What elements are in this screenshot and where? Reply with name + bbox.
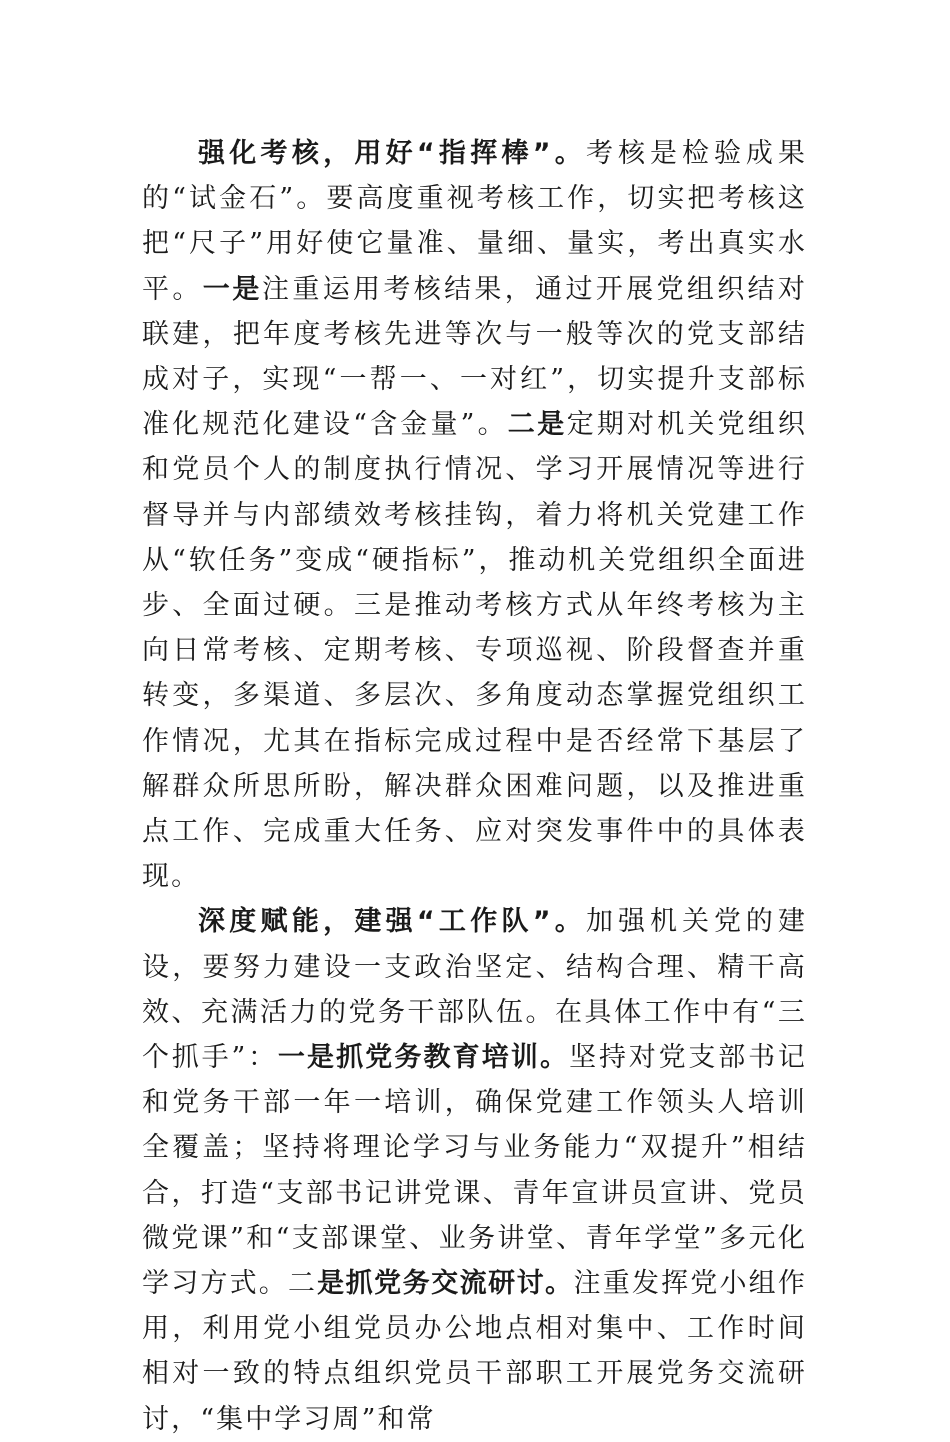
body-text: 注重运用考核结果，通过开展党组织结对联建，把年度考核先进等次与一般等次的党支部结成对子，实现“一帮一、一对红”，切实提升支部标准化规范化建设“含金量”。 [142, 273, 807, 441]
point-label-training: 一是抓党务教育培训。 [277, 1042, 570, 1074]
heading-strengthen-assessment: 强化考核，用好“指挥棒”。 [198, 138, 587, 169]
body-text: 加强机关党的建设，要努力建设一支政治坚定、结构合理、精干高效、充满活力的党务干部队伍。在具体工作中有“三个抓手”： [142, 906, 807, 1074]
point-label-second: 二是 [507, 409, 567, 441]
document-page [142, 131, 807, 1442]
paragraph-assessment [142, 131, 807, 899]
body-text: 注重发挥党小组作用，利用党小组党员办公地点相对集中、工作时间相对一致的特点组织党员干部职工开展党务交流研讨，“集中学习周”和常 [142, 1268, 807, 1435]
point-label-exchange: 是抓党务交流研讨。 [317, 1268, 574, 1300]
point-label-first: 一是 [202, 273, 262, 305]
heading-deep-empowerment: 深度赋能，建强“工作队”。 [198, 906, 587, 938]
body-text: 考核是检验成果的“试金石”。要高度重视考核工作，切实把考核这把“尺子”用好使它量准、量细、量实，考出真实水平。 [142, 138, 807, 305]
body-text: 坚持对党支部书记和党务干部一年一培训，确保党建工作领头人培训全覆盖；坚持将理论学习与业务能力“双提升”相结合，打造“支部书记讲党课、青年宣讲员宣讲、党员微党课”和“支部课堂、业务讲堂、青年学堂”多元化学习方式。二 [142, 1042, 807, 1300]
paragraph-empowerment [142, 899, 807, 1441]
body-text: 定期对机关党组织和党员个人的制度执行情况、学习开展情况等进行督导并与内部绩效考核挂钩，着力将机关党建工作从“软任务”变成“硬指标”，推动机关党组织全面进步、全面过硬。三是推动考核方式从年终考核为主向日常考核、定期考核、专项巡视、阶段督查并重转变，多渠道、多层次、多角度动态掌握党组织工作情况，尤其在指标完成过程中是否经常下基层了解群众所思所盼，解决群众困难问题，以及推进重点工作、完成重大任务、应对突发事件中的具体表现。 [142, 409, 807, 893]
